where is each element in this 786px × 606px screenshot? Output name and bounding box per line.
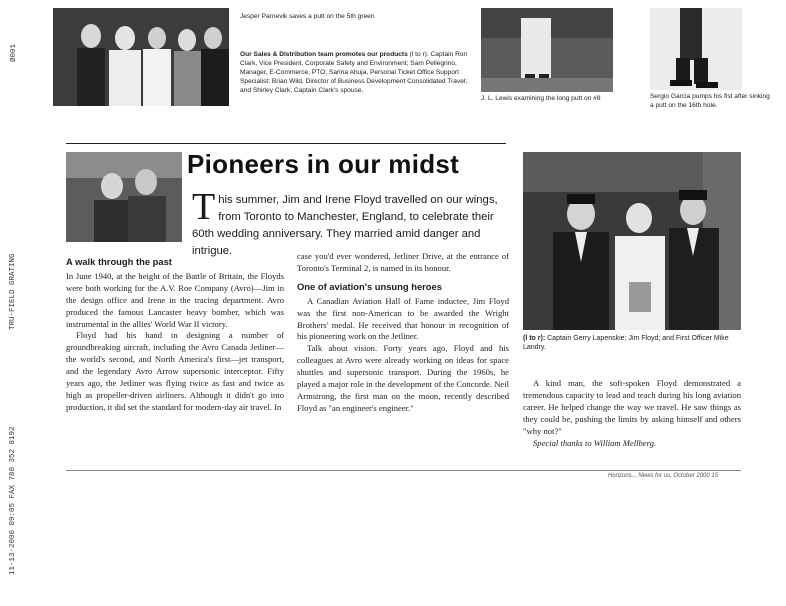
golfer-garcia-photo xyxy=(650,8,742,90)
section-heading-walk: A walk through the past xyxy=(66,256,172,267)
article-column-1 xyxy=(66,256,284,414)
photo-caption-lt: (l to r): xyxy=(523,335,546,342)
sales-caption-lt: (l to r): xyxy=(409,51,429,58)
fax-header-line: 11-13-2000 09:05 FAX 780 352 8192 xyxy=(9,426,17,575)
col3-paragraph-1: A kind man, the soft-spoken Floyd demonstrated a tremendous capacity to lead and teach during his long aviation career. He helped change the way we travel. He saw things as they could be, pushing the limits by asking himself and others "why not?" xyxy=(523,378,741,436)
article-column-2 xyxy=(297,251,509,415)
sales-caption-names: Captain Ron Clark, Vice President, Corporate Safety and Environment; Sam Pellegrino, Manager, E-Commerce, PTO; Sarina Ahuja, Personal Ticket Office Support Specialist; Brian Wild, Director of Business Development Consolidated Travel; and Shirley Clark, Captain Clark's spouse. xyxy=(240,51,468,94)
lede-text: his summer, Jim and Irene Floyd travelled on our wings, from Toronto to Manchester, England, to celebrate their 60th wedding anniversary. They married amid danger and intrigue. xyxy=(192,194,498,257)
cockpit-photo-caption xyxy=(523,334,741,352)
article-lede xyxy=(192,186,514,260)
col2-paragraph-1: case you'd ever wondered, Jetliner Drive, at the entrance of Toronto's Terminal 2, is named in its honour. xyxy=(297,251,509,273)
col1-paragraph-2: Floyd had his hand in designing a number of groundbreaking aircraft, including the Avro Canada Jetliner—the world's second, and North America's first—jet transport, and the legendary Avro Arrow supersonic interceptor. Fifty years ago, the Jetliner was flying twice as fast and twice as high as propeller-driven airliners. Although it didn't go into production, it did set the standard for modern-day air travel. In xyxy=(66,330,284,412)
cockpit-crew-photo xyxy=(523,152,741,330)
article-title: Pioneers in our midst xyxy=(187,149,460,179)
photo-caption-names: Captain Gerry Lapenskie; Jim Floyd; and First Officer Mike Landry. xyxy=(523,335,729,351)
col1-paragraph-1: In June 1940, at the height of the Battle of Britain, the Floyds were both working for the A.V. Roe Company (Avro)—Jim in the design office and Irene in the tracing department. Avro produced the famous Lancaster heavy bomber, which was instrumental in the allies' World War II victory. xyxy=(66,270,284,329)
lede-dropcap: T xyxy=(192,186,216,228)
special-thanks: Special thanks to William Mellberg. xyxy=(533,437,657,448)
sales-caption-title: Our Sales & Distribution team promotes our products xyxy=(240,51,408,58)
floyds-couple-photo xyxy=(66,152,182,242)
article-bottom-rule xyxy=(66,470,741,471)
fax-grating-text: TRU-FIELD GRATING xyxy=(9,253,17,330)
col2-paragraph-3: Talk about vision. Forty years ago, Floyd and his colleagues at Avro were already working on ideas for space shuttles and supersonic transport. During the 1960s, he played a major role in the development of the Concorde. Neil Armstrong, the first man on the moon, recently described Floyd as "an engineer's engineer." xyxy=(297,343,509,413)
garcia-caption: Sergio Garcia pumps his fist after sinking a putt on the 16th hole. xyxy=(650,93,770,109)
article-top-rule xyxy=(66,143,506,144)
golfer-lewis-photo xyxy=(481,8,613,92)
article-column-3 xyxy=(523,378,741,449)
col2-paragraph-2: A Canadian Aviation Hall of Fame inductee, Jim Floyd was the first non-American to be awarded the Wright Brothers' medal. He received that honour in recognition of his pioneering work on the Jetliner. xyxy=(297,295,509,342)
page-marker: Ø001 xyxy=(10,43,18,62)
lewis-caption: J. L. Lewis examining the long putt on #8 xyxy=(481,95,601,102)
section-heading-hero: One of aviation's unsung heroes xyxy=(297,280,442,292)
sales-team-caption xyxy=(240,50,472,95)
putt-caption: Jesper Parnevik saves a putt on the 5th green xyxy=(240,13,375,20)
page-footer: Horizons... News for us, October 2000 15 xyxy=(608,473,719,479)
sales-team-photo xyxy=(53,8,229,106)
